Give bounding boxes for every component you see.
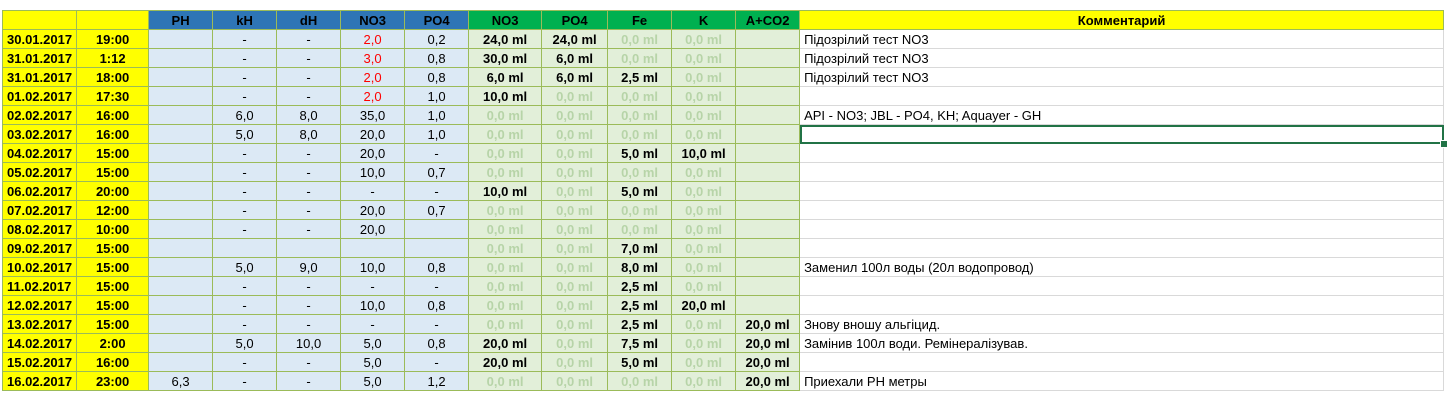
cell-fe[interactable]: 0,0 ml — [608, 87, 672, 106]
cell-test-po4[interactable]: 0,8 — [405, 334, 469, 353]
cell-fert-po4[interactable]: 0,0 ml — [542, 201, 608, 220]
cell-fert-po4[interactable]: 0,0 ml — [542, 87, 608, 106]
table-body — [3, 11, 1444, 391]
cell-time[interactable]: 20:00 — [77, 182, 149, 201]
cell-fert-po4[interactable]: 0,0 ml — [542, 296, 608, 315]
cell-kh[interactable]: - — [213, 49, 277, 68]
cell-time[interactable]: 1:12 — [77, 49, 149, 68]
cell-ph[interactable] — [149, 30, 213, 49]
cell-date[interactable]: 08.02.2017 — [3, 220, 77, 239]
cell-fert-no3[interactable]: 20,0 ml — [469, 353, 542, 372]
cell-fert-po4[interactable]: 0,0 ml — [542, 239, 608, 258]
cell-test-po4[interactable] — [405, 220, 469, 239]
cell-fe[interactable]: 0,0 ml — [608, 49, 672, 68]
cell-fert-no3[interactable]: 0,0 ml — [469, 163, 542, 182]
cell-aco2[interactable] — [736, 49, 800, 68]
table-row — [3, 144, 1444, 163]
table-row — [3, 182, 1444, 201]
cell-k[interactable]: 0,0 ml — [672, 68, 736, 87]
cell-comment[interactable] — [800, 201, 1444, 220]
cell-date[interactable]: 31.01.2017 — [3, 68, 77, 87]
cell-fert-no3[interactable]: 30,0 ml — [469, 49, 542, 68]
cell-test-no3[interactable] — [341, 239, 405, 258]
cell-fert-po4[interactable]: 0,0 ml — [542, 258, 608, 277]
cell-kh[interactable]: 5,0 — [213, 258, 277, 277]
cell-aco2[interactable] — [736, 87, 800, 106]
cell-date[interactable]: 06.02.2017 — [3, 182, 77, 201]
cell-date[interactable]: 16.02.2017 — [3, 372, 77, 391]
cell-kh[interactable]: 6,0 — [213, 106, 277, 125]
cell-kh[interactable]: - — [213, 144, 277, 163]
cell-fert-po4[interactable]: 0,0 ml — [542, 106, 608, 125]
cell-fert-po4[interactable]: 0,0 ml — [542, 220, 608, 239]
cell-fert-po4[interactable]: 0,0 ml — [542, 372, 608, 391]
cell-date[interactable]: 31.01.2017 — [3, 49, 77, 68]
cell-k[interactable]: 0,0 ml — [672, 163, 736, 182]
table-row — [3, 30, 1444, 49]
cell-fe[interactable]: 5,0 ml — [608, 182, 672, 201]
cell-k[interactable]: 0,0 ml — [672, 106, 736, 125]
header-comment[interactable]: Комментарий — [800, 11, 1444, 30]
cell-test-po4[interactable]: - — [405, 277, 469, 296]
cell-fert-no3[interactable]: 0,0 ml — [469, 239, 542, 258]
cell-kh[interactable]: - — [213, 277, 277, 296]
cell-comment[interactable] — [800, 163, 1444, 182]
cell-fe[interactable]: 5,0 ml — [608, 353, 672, 372]
cell-fert-po4[interactable]: 0,0 ml — [542, 125, 608, 144]
cell-k[interactable]: 0,0 ml — [672, 220, 736, 239]
cell-fert-po4[interactable]: 0,0 ml — [542, 277, 608, 296]
cell-test-no3[interactable]: 3,0 — [341, 49, 405, 68]
cell-comment[interactable] — [800, 296, 1444, 315]
cell-dh[interactable]: 9,0 — [277, 258, 341, 277]
table-row — [3, 277, 1444, 296]
header-row — [3, 11, 1444, 30]
header-test-no3[interactable]: NO3 — [341, 11, 405, 30]
cell-ph[interactable] — [149, 87, 213, 106]
cell-dh[interactable]: - — [277, 372, 341, 391]
cell-kh[interactable]: - — [213, 296, 277, 315]
header-fert-po4[interactable]: PO4 — [542, 11, 608, 30]
cell-dh[interactable]: - — [277, 296, 341, 315]
table-row — [3, 296, 1444, 315]
cell-ph[interactable] — [149, 296, 213, 315]
cell-kh[interactable]: - — [213, 30, 277, 49]
cell-test-po4[interactable]: - — [405, 182, 469, 201]
cell-kh[interactable]: - — [213, 87, 277, 106]
cell-test-no3[interactable]: 2,0 — [341, 87, 405, 106]
cell-k[interactable]: 0,0 ml — [672, 353, 736, 372]
cell-test-no3[interactable]: - — [341, 182, 405, 201]
cell-fert-po4[interactable]: 0,0 ml — [542, 334, 608, 353]
cell-time[interactable]: 16:00 — [77, 125, 149, 144]
cell-kh[interactable]: - — [213, 353, 277, 372]
cell-aco2[interactable] — [736, 201, 800, 220]
header-k[interactable]: K — [672, 11, 736, 30]
cell-date[interactable]: 15.02.2017 — [3, 353, 77, 372]
cell-fe[interactable]: 7,0 ml — [608, 239, 672, 258]
cell-comment[interactable]: API - NO3; JBL - PO4, KH; Aquayer - GH — [800, 106, 1444, 125]
table-row — [3, 87, 1444, 106]
cell-test-po4[interactable] — [405, 239, 469, 258]
cell-test-po4[interactable]: - — [405, 353, 469, 372]
cell-fert-po4[interactable]: 24,0 ml — [542, 30, 608, 49]
cell-test-no3[interactable]: 2,0 — [341, 30, 405, 49]
table-row — [3, 372, 1444, 391]
cell-ph[interactable] — [149, 68, 213, 87]
cell-test-no3[interactable]: 20,0 — [341, 144, 405, 163]
cell-comment-selected[interactable] — [800, 125, 1444, 144]
table-row — [3, 353, 1444, 372]
table-row — [3, 258, 1444, 277]
cell-date[interactable]: 01.02.2017 — [3, 87, 77, 106]
cell-kh[interactable]: - — [213, 163, 277, 182]
cell-k[interactable]: 0,0 ml — [672, 30, 736, 49]
cell-fe[interactable]: 0,0 ml — [608, 372, 672, 391]
cell-test-po4[interactable]: 0,8 — [405, 258, 469, 277]
cell-fert-no3[interactable]: 0,0 ml — [469, 125, 542, 144]
cell-comment[interactable] — [800, 353, 1444, 372]
cell-k[interactable]: 0,0 ml — [672, 239, 736, 258]
cell-test-po4[interactable]: 1,2 — [405, 372, 469, 391]
cell-time[interactable]: 15:00 — [77, 144, 149, 163]
cell-time[interactable]: 16:00 — [77, 353, 149, 372]
cell-fert-no3[interactable]: 0,0 ml — [469, 201, 542, 220]
cell-dh[interactable]: - — [277, 220, 341, 239]
cell-fert-po4[interactable]: 6,0 ml — [542, 49, 608, 68]
cell-fert-no3[interactable]: 0,0 ml — [469, 144, 542, 163]
cell-fe[interactable]: 0,0 ml — [608, 125, 672, 144]
cell-comment[interactable] — [800, 277, 1444, 296]
cell-fe[interactable]: 5,0 ml — [608, 144, 672, 163]
cell-ph[interactable] — [149, 239, 213, 258]
cell-aco2[interactable]: 20,0 ml — [736, 315, 800, 334]
cell-dh[interactable]: - — [277, 163, 341, 182]
cell-test-po4[interactable]: - — [405, 315, 469, 334]
cell-fe[interactable]: 2,5 ml — [608, 68, 672, 87]
header-ph[interactable]: PH — [149, 11, 213, 30]
cell-test-no3[interactable]: 20,0 — [341, 201, 405, 220]
cell-aco2[interactable] — [736, 106, 800, 125]
cell-kh[interactable]: - — [213, 182, 277, 201]
cell-time[interactable]: 15:00 — [77, 163, 149, 182]
cell-fert-po4[interactable]: 0,0 ml — [542, 182, 608, 201]
cell-comment[interactable]: Знову вношу альгіцид. — [800, 315, 1444, 334]
cell-fe[interactable]: 0,0 ml — [608, 163, 672, 182]
cell-fert-no3[interactable]: 0,0 ml — [469, 296, 542, 315]
header-kh[interactable]: kH — [213, 11, 277, 30]
cell-date[interactable]: 07.02.2017 — [3, 201, 77, 220]
table-row — [3, 125, 1444, 144]
cell-kh[interactable]: - — [213, 220, 277, 239]
cell-k[interactable]: 0,0 ml — [672, 201, 736, 220]
cell-k[interactable]: 10,0 ml — [672, 144, 736, 163]
cell-ph[interactable] — [149, 353, 213, 372]
cell-comment[interactable] — [800, 87, 1444, 106]
cell-aco2[interactable]: 20,0 ml — [736, 372, 800, 391]
cell-test-po4[interactable]: 1,0 — [405, 106, 469, 125]
cell-k[interactable]: 0,0 ml — [672, 87, 736, 106]
cell-k[interactable]: 0,0 ml — [672, 315, 736, 334]
cell-kh[interactable]: - — [213, 68, 277, 87]
cell-time[interactable]: 17:30 — [77, 87, 149, 106]
cell-aco2[interactable] — [736, 277, 800, 296]
cell-fert-no3[interactable]: 20,0 ml — [469, 334, 542, 353]
cell-comment[interactable] — [800, 144, 1444, 163]
cell-dh[interactable]: 10,0 — [277, 334, 341, 353]
cell-test-po4[interactable]: 0,2 — [405, 30, 469, 49]
cell-date[interactable]: 04.02.2017 — [3, 144, 77, 163]
cell-k[interactable]: 0,0 ml — [672, 182, 736, 201]
cell-fert-po4[interactable]: 6,0 ml — [542, 68, 608, 87]
cell-fert-no3[interactable]: 24,0 ml — [469, 30, 542, 49]
header-dh[interactable]: dH — [277, 11, 341, 30]
cell-comment[interactable] — [800, 182, 1444, 201]
cell-fert-no3[interactable]: 10,0 ml — [469, 87, 542, 106]
cell-k[interactable]: 0,0 ml — [672, 49, 736, 68]
cell-time[interactable]: 12:00 — [77, 201, 149, 220]
cell-dh[interactable]: - — [277, 201, 341, 220]
table-row — [3, 220, 1444, 239]
cell-fert-no3[interactable]: 10,0 ml — [469, 182, 542, 201]
cell-time[interactable]: 2:00 — [77, 334, 149, 353]
cell-k[interactable]: 0,0 ml — [672, 125, 736, 144]
cell-dh[interactable]: - — [277, 30, 341, 49]
cell-fert-po4[interactable]: 0,0 ml — [542, 315, 608, 334]
cell-dh[interactable]: 8,0 — [277, 106, 341, 125]
cell-ph[interactable] — [149, 125, 213, 144]
table-row — [3, 315, 1444, 334]
cell-test-no3[interactable]: 10,0 — [341, 258, 405, 277]
cell-time[interactable]: 16:00 — [77, 106, 149, 125]
cell-fert-no3[interactable]: 0,0 ml — [469, 277, 542, 296]
cell-k[interactable]: 0,0 ml — [672, 277, 736, 296]
header-aco2[interactable]: A+CO2 — [736, 11, 800, 30]
cell-ph[interactable] — [149, 315, 213, 334]
cell-kh[interactable] — [213, 239, 277, 258]
cell-fe[interactable]: 0,0 ml — [608, 106, 672, 125]
cell-fe[interactable]: 7,5 ml — [608, 334, 672, 353]
cell-date[interactable]: 14.02.2017 — [3, 334, 77, 353]
cell-ph[interactable] — [149, 106, 213, 125]
cell-ph[interactable] — [149, 49, 213, 68]
fill-handle[interactable] — [1440, 140, 1447, 148]
cell-date[interactable]: 02.02.2017 — [3, 106, 77, 125]
cell-comment[interactable]: Замінив 100л води. Ремінералізував. — [800, 334, 1444, 353]
aquarium-log-table — [2, 10, 1444, 391]
cell-ph[interactable] — [149, 220, 213, 239]
cell-fe[interactable]: 2,5 ml — [608, 277, 672, 296]
cell-test-po4[interactable]: 0,7 — [405, 163, 469, 182]
cell-date[interactable]: 05.02.2017 — [3, 163, 77, 182]
cell-time[interactable]: 15:00 — [77, 315, 149, 334]
cell-aco2[interactable] — [736, 144, 800, 163]
cell-dh[interactable]: - — [277, 87, 341, 106]
cell-fe[interactable]: 8,0 ml — [608, 258, 672, 277]
cell-time[interactable]: 15:00 — [77, 277, 149, 296]
cell-ph[interactable] — [149, 201, 213, 220]
cell-test-no3[interactable]: 10,0 — [341, 296, 405, 315]
cell-test-po4[interactable]: 1,0 — [405, 125, 469, 144]
cell-fe[interactable]: 0,0 ml — [608, 220, 672, 239]
cell-test-no3[interactable]: 20,0 — [341, 220, 405, 239]
cell-fert-no3[interactable]: 0,0 ml — [469, 372, 542, 391]
cell-test-no3[interactable]: 2,0 — [341, 68, 405, 87]
cell-aco2[interactable] — [736, 30, 800, 49]
cell-time[interactable]: 18:00 — [77, 68, 149, 87]
header-fert-no3[interactable]: NO3 — [469, 11, 542, 30]
cell-kh[interactable]: 5,0 — [213, 125, 277, 144]
cell-date[interactable]: 11.02.2017 — [3, 277, 77, 296]
cell-ph[interactable] — [149, 163, 213, 182]
cell-dh[interactable]: - — [277, 353, 341, 372]
cell-test-po4[interactable]: - — [405, 144, 469, 163]
cell-test-no3[interactable]: 10,0 — [341, 163, 405, 182]
cell-fe[interactable]: 2,5 ml — [608, 315, 672, 334]
cell-comment[interactable]: Заменил 100л воды (20л водопровод) — [800, 258, 1444, 277]
cell-dh[interactable]: - — [277, 68, 341, 87]
cell-kh[interactable]: - — [213, 315, 277, 334]
cell-ph[interactable] — [149, 182, 213, 201]
cell-dh[interactable]: - — [277, 182, 341, 201]
cell-test-po4[interactable]: 1,0 — [405, 87, 469, 106]
cell-aco2[interactable] — [736, 239, 800, 258]
cell-fert-no3[interactable]: 0,0 ml — [469, 258, 542, 277]
header-test-po4[interactable]: PO4 — [405, 11, 469, 30]
cell-test-no3[interactable]: 35,0 — [341, 106, 405, 125]
cell-kh[interactable]: - — [213, 372, 277, 391]
table-row — [3, 163, 1444, 182]
cell-comment[interactable] — [800, 220, 1444, 239]
table-row — [3, 68, 1444, 87]
cell-date[interactable]: 10.02.2017 — [3, 258, 77, 277]
cell-comment[interactable]: Підозрілий тест NO3 — [800, 49, 1444, 68]
cell-fert-po4[interactable]: 0,0 ml — [542, 144, 608, 163]
cell-kh[interactable]: - — [213, 201, 277, 220]
cell-time[interactable]: 10:00 — [77, 220, 149, 239]
cell-k[interactable]: 0,0 ml — [672, 372, 736, 391]
cell-kh[interactable]: 5,0 — [213, 334, 277, 353]
cell-comment[interactable] — [800, 239, 1444, 258]
cell-fert-po4[interactable]: 0,0 ml — [542, 163, 608, 182]
cell-test-po4[interactable]: 0,7 — [405, 201, 469, 220]
cell-date[interactable]: 03.02.2017 — [3, 125, 77, 144]
cell-time[interactable]: 19:00 — [77, 30, 149, 49]
cell-fe[interactable]: 0,0 ml — [608, 201, 672, 220]
cell-fert-no3[interactable]: 0,0 ml — [469, 220, 542, 239]
cell-test-po4[interactable]: 0,8 — [405, 296, 469, 315]
header-time[interactable] — [77, 11, 149, 30]
cell-date[interactable]: 30.01.2017 — [3, 30, 77, 49]
cell-aco2[interactable]: 20,0 ml — [736, 334, 800, 353]
cell-k[interactable]: 0,0 ml — [672, 258, 736, 277]
table-row — [3, 201, 1444, 220]
cell-ph[interactable] — [149, 144, 213, 163]
cell-comment[interactable]: Приехали PH метры — [800, 372, 1444, 391]
cell-time[interactable]: 15:00 — [77, 296, 149, 315]
cell-aco2[interactable] — [736, 125, 800, 144]
cell-fert-no3[interactable]: 0,0 ml — [469, 315, 542, 334]
cell-comment[interactable]: Підозрілий тест NO3 — [800, 68, 1444, 87]
cell-test-po4[interactable]: 0,8 — [405, 68, 469, 87]
cell-test-no3[interactable]: - — [341, 277, 405, 296]
header-date[interactable] — [3, 11, 77, 30]
header-fe[interactable]: Fe — [608, 11, 672, 30]
cell-dh[interactable]: - — [277, 277, 341, 296]
cell-test-no3[interactable]: 5,0 — [341, 372, 405, 391]
cell-dh[interactable]: - — [277, 144, 341, 163]
cell-dh[interactable] — [277, 239, 341, 258]
cell-fert-no3[interactable]: 6,0 ml — [469, 68, 542, 87]
table-row — [3, 334, 1444, 353]
cell-dh[interactable]: - — [277, 315, 341, 334]
cell-ph[interactable]: 6,3 — [149, 372, 213, 391]
cell-aco2[interactable] — [736, 182, 800, 201]
cell-date[interactable]: 12.02.2017 — [3, 296, 77, 315]
cell-k[interactable]: 20,0 ml — [672, 296, 736, 315]
cell-aco2[interactable] — [736, 220, 800, 239]
cell-comment[interactable]: Підозрілий тест NO3 — [800, 30, 1444, 49]
cell-fe[interactable]: 2,5 ml — [608, 296, 672, 315]
cell-ph[interactable] — [149, 277, 213, 296]
cell-aco2[interactable]: 20,0 ml — [736, 353, 800, 372]
cell-fe[interactable]: 0,0 ml — [608, 30, 672, 49]
table-row — [3, 239, 1444, 258]
cell-test-no3[interactable]: 5,0 — [341, 353, 405, 372]
cell-test-po4[interactable]: 0,8 — [405, 49, 469, 68]
cell-fert-no3[interactable]: 0,0 ml — [469, 106, 542, 125]
cell-time[interactable]: 15:00 — [77, 239, 149, 258]
cell-k[interactable]: 0,0 ml — [672, 334, 736, 353]
cell-aco2[interactable] — [736, 258, 800, 277]
cell-time[interactable]: 23:00 — [77, 372, 149, 391]
cell-test-no3[interactable]: 5,0 — [341, 334, 405, 353]
cell-aco2[interactable] — [736, 163, 800, 182]
cell-dh[interactable]: 8,0 — [277, 125, 341, 144]
cell-aco2[interactable] — [736, 68, 800, 87]
table-row — [3, 49, 1444, 68]
cell-test-no3[interactable]: - — [341, 315, 405, 334]
cell-dh[interactable]: - — [277, 49, 341, 68]
cell-ph[interactable] — [149, 334, 213, 353]
cell-time[interactable]: 15:00 — [77, 258, 149, 277]
cell-fert-po4[interactable]: 0,0 ml — [542, 353, 608, 372]
table-row — [3, 106, 1444, 125]
cell-date[interactable]: 09.02.2017 — [3, 239, 77, 258]
cell-aco2[interactable] — [736, 296, 800, 315]
cell-test-no3[interactable]: 20,0 — [341, 125, 405, 144]
cell-date[interactable]: 13.02.2017 — [3, 315, 77, 334]
cell-ph[interactable] — [149, 258, 213, 277]
